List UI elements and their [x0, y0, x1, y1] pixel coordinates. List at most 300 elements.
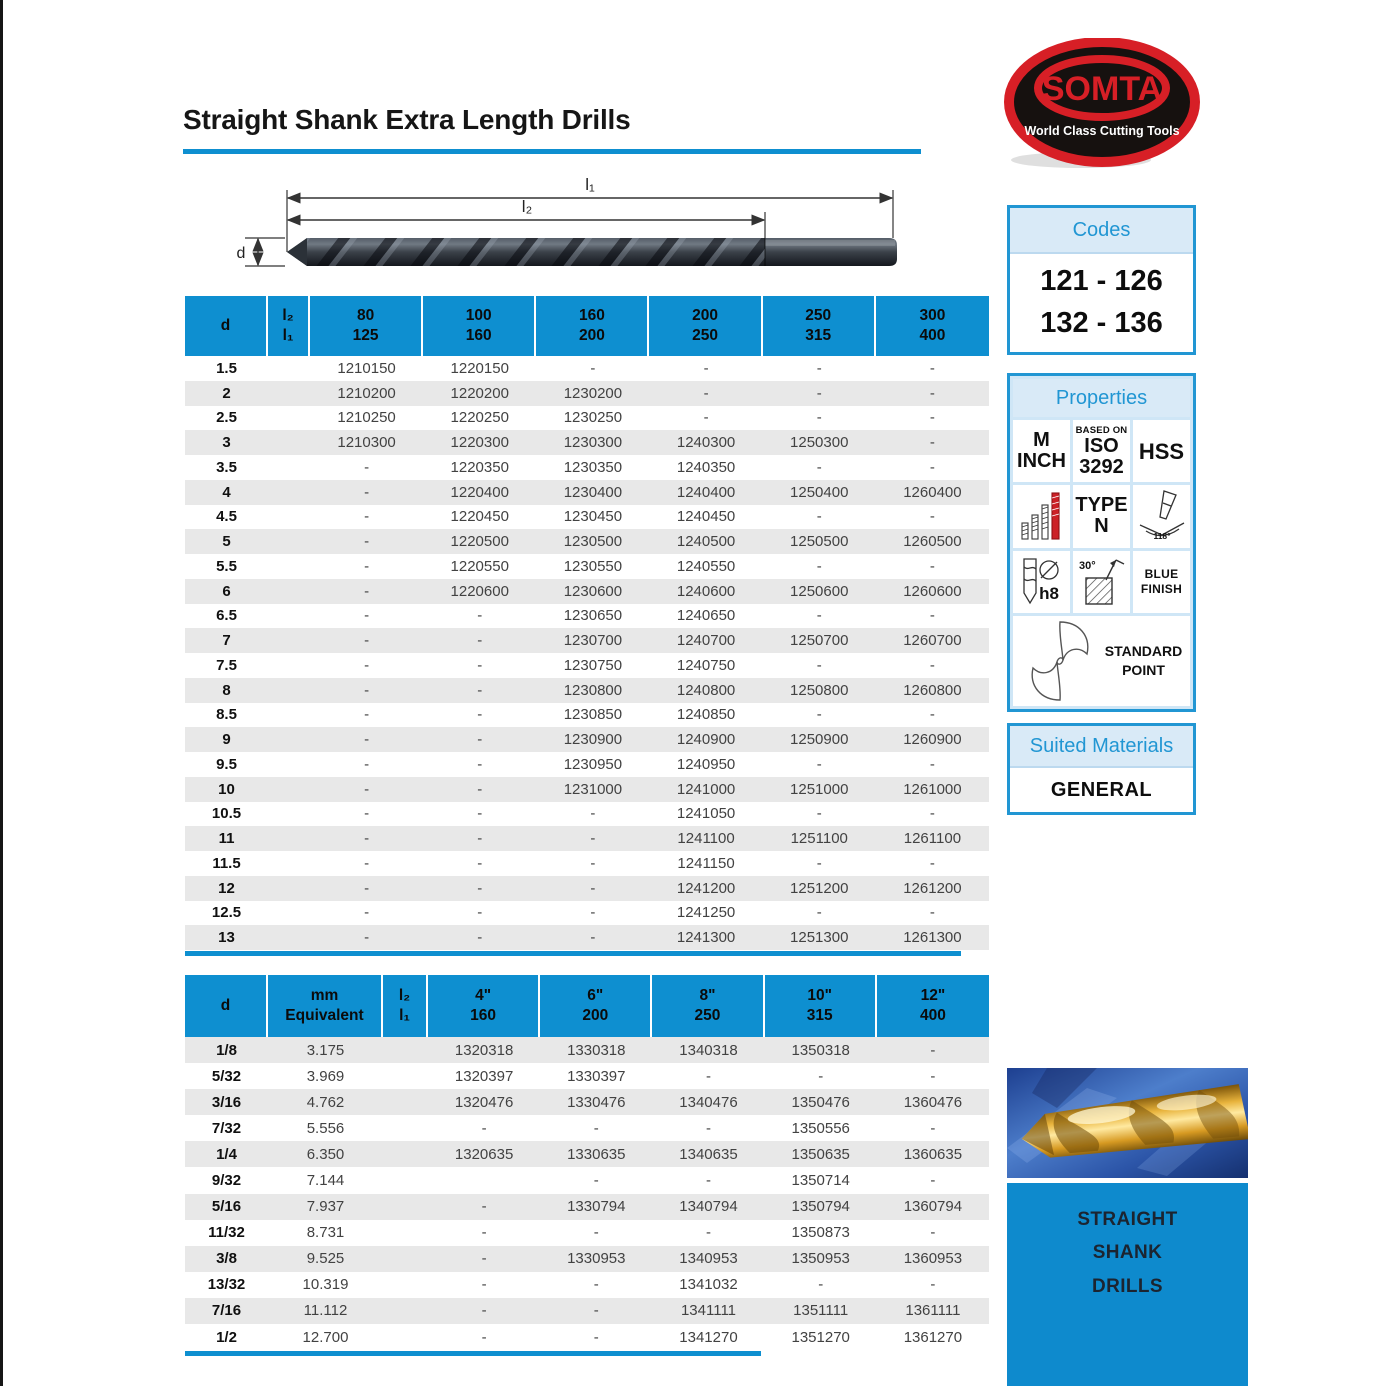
standard-point-icon — [1021, 618, 1099, 704]
metric-header-l2l1 — [268, 296, 310, 356]
metric-code-cell: - — [364, 458, 370, 476]
inch-row-1-2 — [185, 1324, 989, 1350]
metric-header-l2l1-bottom: l₁ — [282, 327, 294, 344]
metric-l2l1-spacer — [268, 802, 310, 827]
inch-header-mm-equivalent-top: mm — [310, 986, 339, 1004]
metric-l2l1-spacer — [268, 554, 310, 579]
inch-code-cell: 1330397 — [567, 1067, 626, 1085]
metric-code-cell: - — [929, 557, 935, 575]
metric-code-cell: 1210250 — [337, 409, 396, 427]
metric-row-7 — [185, 628, 989, 653]
inch-code-cell: 1320318 — [454, 1041, 514, 1059]
metric-header-size-4-bottom: 315 — [805, 327, 832, 344]
metric-l2l1-spacer — [268, 579, 310, 604]
metric-code-cell: 1220300 — [450, 434, 509, 452]
metric-code-cell: - — [703, 384, 709, 402]
metric-d-value: 11 — [218, 830, 235, 848]
h8-label: h8 — [1038, 583, 1059, 603]
inch-header-size-2-top: 8" — [699, 986, 716, 1004]
metric-row-5.5 — [185, 554, 989, 579]
metric-code-cell: - — [816, 854, 822, 872]
inch-code-cell: 1360635 — [903, 1145, 963, 1163]
metric-row-3.5 — [185, 455, 989, 480]
inch-code-cell: 1351111 — [793, 1302, 849, 1320]
inch-code-cell: - — [818, 1276, 824, 1294]
prop-hss-label: HSS — [1138, 438, 1185, 464]
inch-code-cell: 1350714 — [791, 1172, 850, 1190]
metric-code-cell: 1220150 — [450, 359, 509, 377]
logo-wordmark: SOMTA — [1041, 70, 1163, 108]
inch-table-header — [185, 975, 989, 1037]
metric-code-cell: - — [929, 706, 935, 724]
metric-l2l1-spacer — [268, 851, 310, 876]
metric-row-4.5 — [185, 505, 989, 530]
inch-row-11-32 — [185, 1220, 989, 1246]
metric-header-size-0 — [310, 296, 423, 356]
inch-l2l1-spacer — [383, 1167, 428, 1193]
metric-header-size-2-top: 160 — [578, 306, 605, 324]
inch-table-body — [185, 1037, 989, 1350]
metric-code-cell: - — [929, 805, 935, 823]
prop-m: M — [1033, 429, 1050, 452]
inch-code-cell: 1350318 — [791, 1041, 850, 1059]
metric-code-cell: 1230200 — [563, 384, 623, 402]
metric-code-cell: 1230850 — [563, 706, 623, 724]
metric-code-cell: 1230650 — [563, 607, 623, 625]
metric-header-size-4-top: 250 — [805, 306, 832, 324]
metric-code-cell: 1240400 — [676, 483, 736, 501]
inch-d-value: 1/4 — [216, 1145, 237, 1163]
metric-code-cell: 1250800 — [790, 681, 849, 699]
metric-code-cell: 1220500 — [450, 533, 509, 551]
inch-header-size-4 — [877, 975, 989, 1037]
metric-code-cell: - — [816, 359, 822, 377]
inch-code-cell: - — [593, 1302, 599, 1320]
metric-code-cell: 1230450 — [563, 508, 623, 526]
inch-d-value: 9/32 — [211, 1172, 242, 1190]
logo-tagline: World Class Cutting Tools — [1024, 124, 1180, 138]
inch-drill-table — [185, 975, 989, 1350]
metric-code-cell: 1261000 — [903, 780, 962, 798]
inch-code-cell: 1360476 — [903, 1093, 963, 1111]
metric-row-12.5 — [185, 901, 989, 926]
inch-code-cell: - — [593, 1172, 599, 1190]
metric-code-cell: 1230350 — [563, 458, 623, 476]
inch-row-7-16 — [185, 1298, 989, 1324]
metric-l2l1-spacer — [268, 381, 310, 406]
inch-code-cell: - — [705, 1172, 711, 1190]
metric-code-cell: - — [477, 656, 483, 674]
metric-code-cell: - — [477, 706, 483, 724]
inch-mm-value: 6.350 — [306, 1145, 345, 1163]
metric-code-cell: 1241300 — [676, 929, 736, 947]
metric-code-cell: 1241100 — [677, 830, 735, 848]
inch-row-13-32 — [185, 1272, 989, 1298]
metric-header-size-5-bottom: 400 — [919, 327, 946, 344]
inch-header-size-3-bottom: 315 — [806, 1007, 833, 1024]
inch-code-cell: 1361111 — [905, 1302, 961, 1320]
metric-code-cell: - — [477, 681, 483, 699]
metric-l2l1-spacer — [268, 455, 310, 480]
metric-header-size-4 — [763, 296, 876, 356]
inch-l2l1-spacer — [383, 1194, 428, 1220]
drill-product-photo — [1007, 1068, 1248, 1178]
suited-materials-value: GENERAL — [1050, 778, 1153, 801]
metric-code-cell: 1240500 — [676, 533, 736, 551]
metric-header-size-0-top: 80 — [356, 306, 375, 324]
metric-code-cell: - — [364, 805, 370, 823]
metric-d-value: 5.5 — [216, 557, 237, 575]
metric-header-d: d — [185, 296, 268, 356]
metric-code-cell: 1240800 — [676, 681, 736, 699]
inch-d-value: 5/16 — [211, 1198, 242, 1216]
metric-code-cell: - — [364, 830, 370, 848]
inch-code-cell: - — [593, 1119, 599, 1137]
metric-code-cell: - — [590, 830, 596, 848]
metric-code-cell: 1260800 — [903, 681, 962, 699]
metric-d-value: 13 — [218, 929, 235, 947]
inch-code-cell: - — [593, 1328, 599, 1346]
metric-header-l2l1-top: l₂ — [282, 306, 294, 324]
inch-d-value: 13/32 — [207, 1276, 246, 1294]
metric-header-size-2 — [536, 296, 649, 356]
metric-code-cell: - — [477, 904, 483, 922]
metric-code-cell: - — [477, 879, 483, 897]
inch-code-cell: 1341111 — [680, 1302, 737, 1320]
metric-code-cell: - — [364, 632, 370, 650]
drill-set-icon — [1019, 491, 1065, 541]
inch-mm-value: 3.175 — [306, 1041, 345, 1059]
metric-code-cell: - — [477, 607, 483, 625]
inch-code-cell: - — [593, 1276, 599, 1294]
metric-d-value: 2 — [222, 384, 231, 402]
metric-l2l1-spacer — [268, 653, 310, 678]
inch-code-cell: 1361270 — [903, 1328, 963, 1346]
prop-type-n — [1073, 485, 1130, 547]
inch-code-cell: 1330476 — [567, 1093, 626, 1111]
metric-code-cell: 1241200 — [676, 879, 736, 897]
inch-code-cell — [428, 1167, 540, 1193]
metric-row-7.5 — [185, 653, 989, 678]
metric-l2l1-spacer — [268, 430, 310, 455]
inch-code-cell: - — [481, 1250, 487, 1268]
h8-tolerance-icon — [1016, 557, 1068, 607]
inch-code-cell: - — [930, 1119, 936, 1137]
inch-code-cell: - — [593, 1224, 599, 1242]
inch-code-cell: 1330318 — [567, 1041, 626, 1059]
metric-code-cell: 1230950 — [563, 755, 623, 773]
metric-code-cell: - — [590, 805, 596, 823]
metric-code-cell: 1230900 — [563, 731, 623, 749]
prop-h8-tolerance — [1013, 551, 1070, 613]
metric-code-cell: - — [929, 607, 935, 625]
inch-code-cell: - — [930, 1067, 936, 1085]
metric-code-cell: 1220400 — [450, 483, 509, 501]
metric-code-cell: 1230300 — [563, 434, 623, 452]
prop-based-on: BASED ON — [1075, 424, 1128, 436]
metric-l2l1-spacer — [268, 529, 310, 554]
drill-diagram-drawing — [205, 168, 950, 293]
inch-code-cell: 1340953 — [679, 1250, 738, 1268]
metric-code-cell: - — [477, 755, 483, 773]
standard-point-label — [1105, 642, 1183, 680]
inch-header-mm-equivalent — [268, 975, 383, 1037]
inch-code-cell: - — [818, 1067, 824, 1085]
metric-row-11 — [185, 826, 989, 851]
metric-l2l1-spacer — [268, 604, 310, 629]
metric-code-cell: 1260600 — [903, 582, 962, 600]
helix-30-icon — [1076, 556, 1128, 608]
inch-d-value: 3/8 — [216, 1250, 237, 1268]
metric-code-cell: - — [816, 508, 822, 526]
metric-code-cell: 1240900 — [676, 731, 736, 749]
inch-table-bottom-rule — [185, 1351, 761, 1356]
metric-row-2.5 — [185, 406, 989, 431]
prop-helix-30 — [1073, 551, 1130, 613]
inch-l2l1-spacer — [383, 1298, 428, 1324]
inch-code-cell: - — [930, 1041, 936, 1059]
metric-header-size-2-bottom: 200 — [578, 327, 605, 344]
metric-code-cell: 1240450 — [676, 508, 736, 526]
metric-d-value: 12.5 — [211, 904, 242, 922]
metric-code-cell: - — [929, 409, 935, 427]
metric-code-cell: 1240850 — [676, 706, 736, 724]
metric-l2l1-spacer — [268, 752, 310, 777]
inch-mm-value: 5.556 — [306, 1119, 345, 1137]
metric-code-cell: 1260700 — [903, 632, 962, 650]
inch-code-cell: 1350476 — [791, 1093, 850, 1111]
codes-range-2: 132 - 136 — [1040, 307, 1163, 339]
metric-code-cell: - — [929, 359, 935, 377]
banner-line-3: DRILLS — [1091, 1275, 1163, 1297]
metric-code-cell: 1220200 — [450, 384, 509, 402]
inch-code-cell: - — [930, 1224, 936, 1242]
metric-code-cell: - — [816, 656, 822, 674]
inch-code-cell: - — [481, 1328, 487, 1346]
inch-l2l1-spacer — [383, 1063, 428, 1089]
inch-row-1-8 — [185, 1037, 989, 1063]
metric-code-cell: - — [929, 656, 935, 674]
metric-l2l1-spacer — [268, 777, 310, 802]
somta-logo-icon — [1003, 38, 1201, 172]
metric-header-size-3-top: 200 — [692, 306, 718, 324]
inch-mm-value: 10.319 — [302, 1276, 349, 1294]
scan-edge-artifact — [0, 0, 3, 1386]
inch-code-cell: - — [481, 1198, 487, 1216]
metric-d-value: 1.5 — [216, 359, 237, 377]
metric-l2l1-spacer — [268, 505, 310, 530]
metric-header-size-1-top: 100 — [465, 306, 492, 324]
dim-l1-label: l₁ — [585, 175, 595, 194]
inch-d-value: 7/16 — [211, 1302, 242, 1320]
metric-code-cell: - — [364, 533, 370, 551]
inch-l2l1-spacer — [383, 1141, 428, 1167]
inch-d-value: 1/2 — [216, 1328, 237, 1346]
metric-l2l1-spacer — [268, 901, 310, 926]
inch-d-value: 3/16 — [211, 1093, 242, 1111]
metric-l2l1-spacer — [268, 727, 310, 752]
metric-l2l1-spacer — [268, 628, 310, 653]
metric-d-value: 2.5 — [216, 409, 237, 427]
category-banner — [1007, 1183, 1248, 1386]
metric-d-value: 12 — [218, 879, 235, 897]
properties-row-standard-point — [1013, 616, 1190, 706]
prop-inch: INCH — [1017, 450, 1066, 473]
metric-code-cell: 1251200 — [790, 879, 849, 897]
metric-code-cell: - — [364, 607, 370, 625]
metric-code-cell: 1231000 — [563, 780, 623, 798]
inch-l2l1-spacer — [383, 1037, 428, 1063]
metric-header-size-5 — [876, 296, 989, 356]
metric-row-11.5 — [185, 851, 989, 876]
metric-code-cell: 1241150 — [677, 854, 735, 872]
inch-header-size-4-top: 12" — [920, 986, 946, 1004]
metric-code-cell: - — [816, 557, 822, 575]
metric-code-cell: 1210300 — [337, 434, 396, 452]
metric-code-cell: 1250900 — [790, 731, 849, 749]
inch-header-size-1-top: 6" — [587, 986, 604, 1004]
metric-l2l1-spacer — [268, 925, 310, 950]
metric-code-cell: 1240650 — [676, 607, 736, 625]
inch-header-size-2 — [652, 975, 764, 1037]
metric-code-cell: - — [590, 879, 596, 897]
properties-row-2 — [1013, 485, 1190, 547]
metric-code-cell: - — [477, 731, 483, 749]
metric-code-cell: - — [364, 483, 370, 501]
inch-l2l1-spacer — [383, 1089, 428, 1115]
metric-code-cell: 1240550 — [676, 557, 736, 575]
inch-code-cell: 1320635 — [454, 1145, 514, 1163]
angle-118-label: 118° — [1152, 531, 1171, 542]
prop-hss — [1133, 420, 1190, 482]
metric-row-5 — [185, 529, 989, 554]
inch-code-cell: - — [481, 1302, 487, 1320]
inch-code-cell: 1330794 — [567, 1198, 626, 1216]
metric-code-cell: - — [364, 904, 370, 922]
inch-row-9-32 — [185, 1167, 989, 1193]
metric-code-cell: - — [590, 929, 596, 947]
metric-row-12 — [185, 876, 989, 901]
metric-code-cell: - — [929, 854, 935, 872]
prop-drill-range — [1013, 485, 1070, 547]
somta-logo — [1003, 38, 1201, 172]
metric-row-10 — [185, 777, 989, 802]
metric-d-value: 4.5 — [216, 508, 237, 526]
inch-header-d: d — [185, 975, 268, 1037]
inch-code-cell: 1330635 — [567, 1145, 626, 1163]
metric-code-cell: - — [929, 904, 935, 922]
prop-blue: BLUE — [1144, 567, 1179, 582]
prop-standard-point — [1013, 616, 1190, 706]
inch-code-cell: - — [705, 1119, 711, 1137]
metric-code-cell: 1230800 — [563, 681, 623, 699]
metric-code-cell: - — [929, 508, 935, 526]
metric-code-cell: 1250700 — [790, 632, 849, 650]
metric-d-value: 8 — [222, 681, 231, 699]
prop-iso-3292 — [1073, 420, 1130, 482]
inch-code-cell: - — [481, 1119, 487, 1137]
inch-mm-value: 9.525 — [306, 1250, 345, 1268]
suited-materials-title: Suited Materials — [1010, 726, 1193, 768]
inch-code-cell: - — [930, 1172, 936, 1190]
metric-code-cell: - — [590, 359, 596, 377]
metric-code-cell: 1260900 — [903, 731, 962, 749]
codes-panel-title: Codes — [1010, 208, 1193, 254]
metric-code-cell: 1240300 — [676, 434, 736, 452]
inch-code-cell: 1340635 — [679, 1145, 738, 1163]
metric-code-cell: 1251000 — [790, 780, 849, 798]
inch-code-cell: 1360794 — [903, 1198, 963, 1216]
deg30-label: 30° — [1078, 559, 1096, 572]
metric-row-4 — [185, 480, 989, 505]
metric-code-cell: - — [816, 458, 822, 476]
metric-code-cell: 1250600 — [790, 582, 849, 600]
metric-row-13 — [185, 925, 989, 950]
metric-table-header — [185, 296, 989, 356]
inch-code-cell: 1320397 — [454, 1067, 514, 1085]
inch-header-size-3 — [765, 975, 877, 1037]
metric-l2l1-spacer — [268, 678, 310, 703]
metric-code-cell: 1210200 — [337, 384, 396, 402]
metric-code-cell: - — [816, 706, 822, 724]
category-banner-text — [1007, 1183, 1248, 1303]
inch-d-value: 5/32 — [211, 1067, 242, 1085]
metric-code-cell: - — [477, 632, 483, 650]
metric-d-value: 10 — [218, 780, 235, 798]
inch-row-3-16 — [185, 1089, 989, 1115]
properties-row-3 — [1013, 551, 1190, 613]
metric-drill-table — [185, 296, 989, 950]
inch-header-l2l1 — [383, 975, 428, 1037]
metric-d-value: 9.5 — [216, 755, 237, 773]
inch-code-cell: 1340476 — [679, 1093, 738, 1111]
inch-d-value: 1/8 — [216, 1041, 237, 1059]
inch-header-size-1-bottom: 200 — [582, 1007, 609, 1024]
inch-header-size-0-bottom: 160 — [470, 1007, 497, 1024]
metric-l2l1-spacer — [268, 703, 310, 728]
metric-d-value: 8.5 — [216, 706, 237, 724]
metric-code-cell: 1240600 — [676, 582, 736, 600]
inch-d-value: 7/32 — [211, 1119, 242, 1137]
metric-l2l1-spacer — [268, 406, 310, 431]
inch-code-cell: 1341032 — [679, 1276, 738, 1294]
metric-code-cell: 1261300 — [903, 929, 962, 947]
gold-drill-photo — [1007, 1068, 1248, 1178]
metric-code-cell: 1251100 — [790, 830, 848, 848]
metric-code-cell: 1230550 — [563, 557, 623, 575]
metric-code-cell: 1240350 — [676, 458, 736, 476]
inch-mm-value: 7.937 — [306, 1198, 345, 1216]
banner-line-2: SHANK — [1092, 1242, 1163, 1264]
metric-code-cell: 1230700 — [563, 632, 623, 650]
inch-mm-value: 12.700 — [302, 1328, 349, 1346]
metric-code-cell: - — [929, 458, 935, 476]
metric-code-cell: - — [816, 805, 822, 823]
properties-panel — [1007, 373, 1196, 712]
metric-code-cell: - — [703, 359, 709, 377]
metric-d-value: 4 — [222, 483, 231, 501]
prop-m-inch — [1013, 420, 1070, 482]
metric-l2l1-spacer — [268, 480, 310, 505]
metric-code-cell: - — [364, 854, 370, 872]
inch-l2l1-spacer — [383, 1324, 428, 1350]
metric-code-cell: - — [477, 929, 483, 947]
metric-code-cell: - — [816, 409, 822, 427]
metric-code-cell: 1241050 — [676, 805, 736, 823]
metric-l2l1-spacer — [268, 356, 310, 381]
inch-header-size-1 — [540, 975, 652, 1037]
metric-code-cell: 1240750 — [676, 656, 736, 674]
